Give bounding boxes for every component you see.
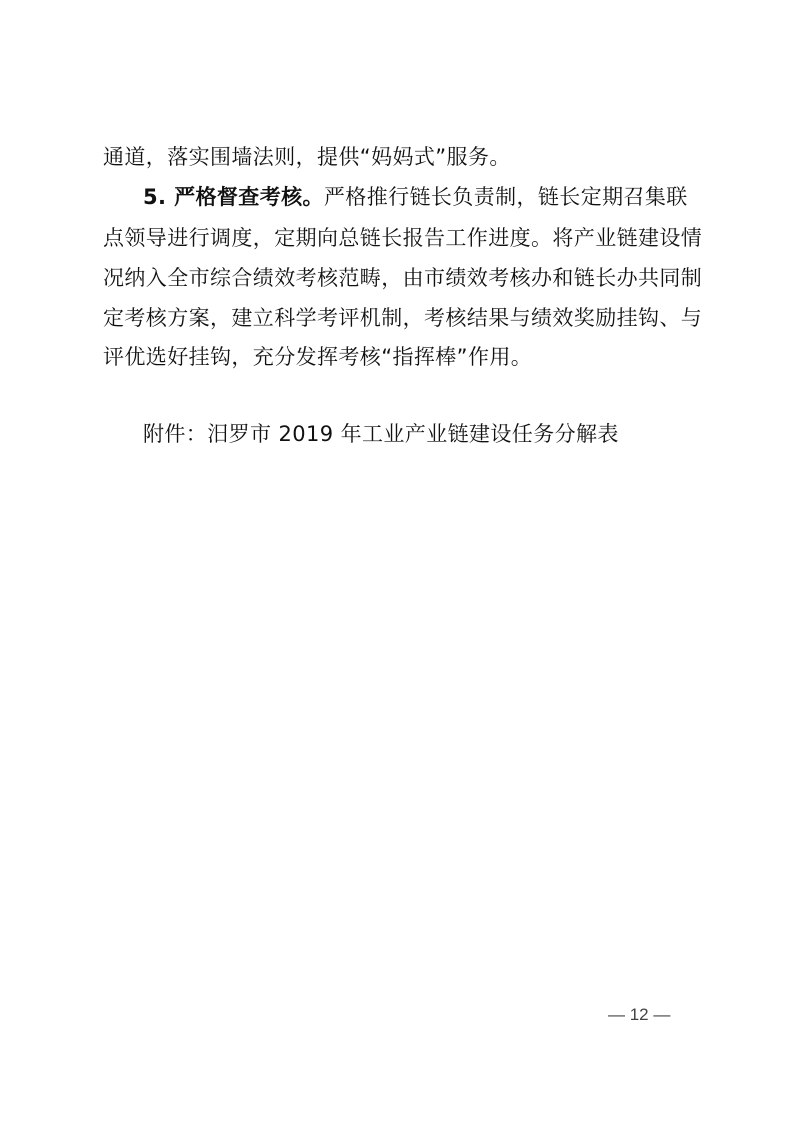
paragraph-line <box>143 180 688 214</box>
paragraph-text: 严格推行链长负责制，链长定期召集联 <box>323 185 688 209</box>
attachment-line: 附件：汨罗市 2019 年工业产业链建设任务分解表 <box>143 422 619 446</box>
paragraph-line: 通道，落实围墙法则，提供“妈妈式”服务。 <box>103 145 511 169</box>
paragraph-line: 评优选好挂钩，充分发挥考核“指挥棒”作用。 <box>103 345 533 369</box>
page-number: — 12 — <box>608 1005 671 1024</box>
section-heading: 5. 严格督查考核。 <box>143 185 324 209</box>
paragraph-line: 况纳入全市综合绩效考核范畴，由市绩效考核办和链长办共同制 <box>103 266 703 290</box>
paragraph-line: 点领导进行调度，定期向总链长报告工作进度。将产业链建设情 <box>103 226 703 250</box>
paragraph-line: 定考核方案，建立科学考评机制，考核结果与绩效奖励挂钩、与 <box>103 306 703 330</box>
